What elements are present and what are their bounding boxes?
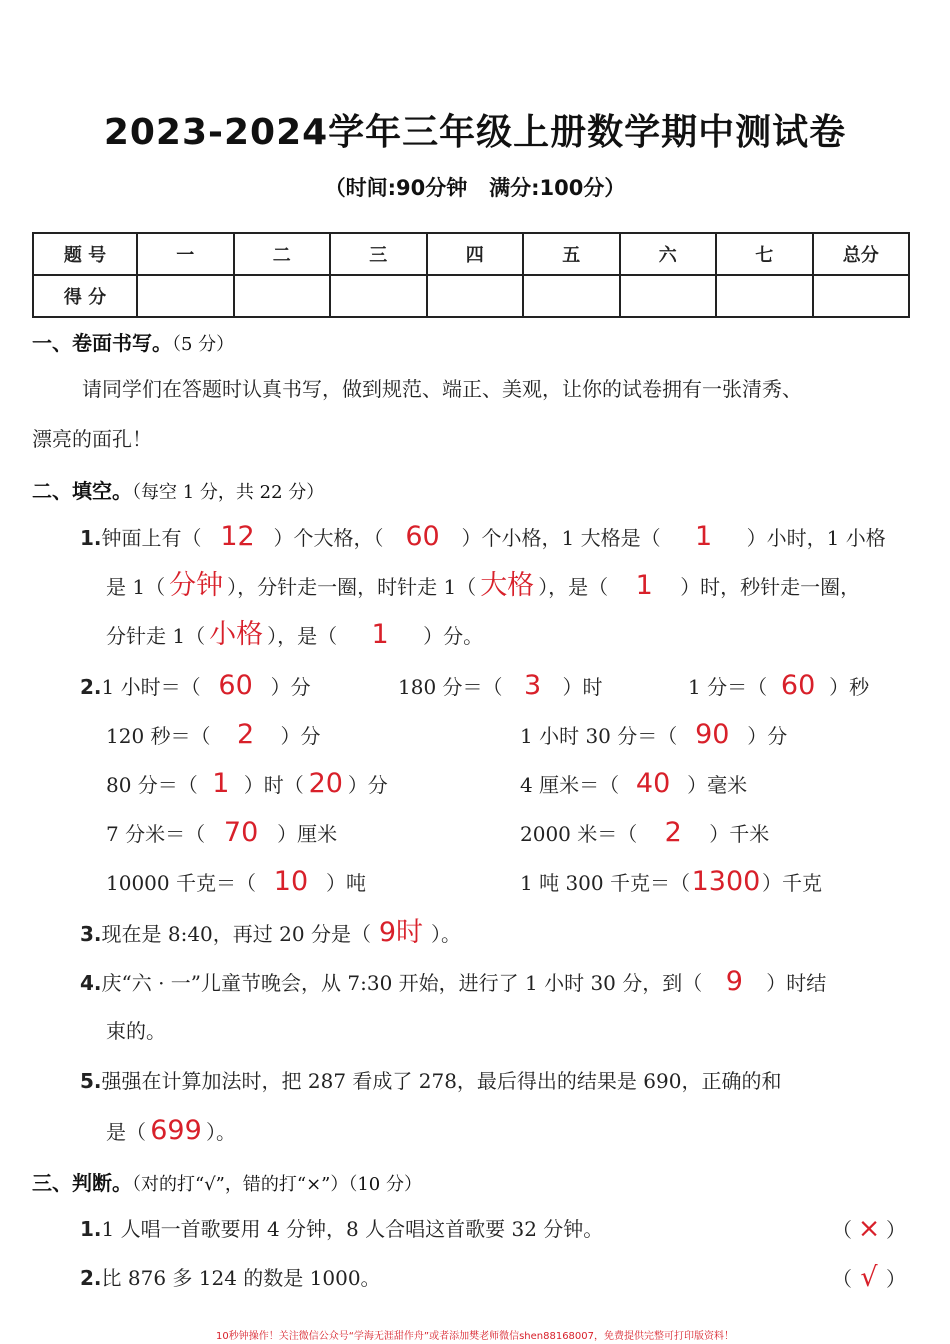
fill-q1-line-3 [106,620,483,651]
question-text: ），分针走一圈，时针走 1（ [227,575,477,599]
answer-q2-9[interactable]: 2 [664,817,682,848]
score-header-2: 二 [234,233,331,275]
judge-q1 [80,1214,603,1244]
question-text: 是 1（ [106,575,166,599]
question-text: ）分 [347,773,388,797]
answer-q1-small-division-unit[interactable]: 分钟 [169,570,224,601]
fill-q2-item-6 [106,769,388,800]
section-3-points: （对的打“√”，错的打“×”）（10 分） [132,1174,422,1195]
question-text: 强强在计算加法时，把 287 看成了 278，最后得出的结果是 690，正确的和 [101,1069,782,1093]
question-text: 2000 米＝（ [520,822,638,846]
question-text: 1 吨 300 千克＝（ [520,871,690,895]
answer-q2-1[interactable]: 60 [218,670,253,701]
question-text: ）分 [270,675,311,699]
answer-q4[interactable]: 9 [725,966,743,997]
question-text: ）小时，1 小格 [746,526,886,550]
answer-q1-hour-hand-moves[interactable]: 大格 [480,570,535,601]
question-text: 1 分＝（ [688,675,768,699]
score-cell-2[interactable] [234,275,331,317]
question-text: 1 小时＝（ [101,675,201,699]
section-1-title: 一、卷面书写。 [32,331,172,355]
fill-q2-item-10 [106,867,366,898]
question-text: ），是（ [267,624,338,648]
question-text: 10000 千克＝（ [106,871,256,895]
fill-q4-line-1 [80,967,826,998]
answer-q2-6-hours[interactable]: 1 [212,768,230,799]
judge-q1-answer-box [832,1214,906,1245]
answer-q2-4[interactable]: 2 [236,719,255,750]
question-text: 80 分＝（ [106,773,198,797]
question-text: 4 厘米＝（ [520,773,620,797]
question-text: ）时（ [243,773,304,797]
fill-q2-item-9 [520,818,769,849]
paren-left: （ [832,1267,852,1291]
judge-q2-answer-box [832,1263,906,1294]
question-number: 4. [80,971,102,995]
question-number: 3. [80,922,102,946]
answer-q1-big-division-hours[interactable]: 1 [695,521,713,552]
question-text: ）分 [280,724,321,748]
question-number: 2. [80,675,102,699]
section-2-title: 二、填空。 [32,479,132,503]
section-3-heading [32,1167,422,1196]
section-2-points: （每空 1 分，共 22 分） [132,482,325,503]
question-text: ）千克 [761,871,822,895]
question-text: 120 秒＝（ [106,724,211,748]
score-table-header-row [33,233,909,275]
question-number: 2. [80,1266,102,1290]
question-text: ）千米 [709,822,770,846]
score-table-score-row [33,275,909,317]
question-text: ）。 [206,1120,236,1144]
fill-q1-line-2 [106,571,860,602]
question-text: ）秒 [829,675,870,699]
answer-q2-5[interactable]: 90 [695,719,730,750]
score-cell-7[interactable] [716,275,813,317]
question-text: 1 小时 30 分＝（ [520,724,678,748]
score-header-7: 七 [716,233,813,275]
score-cell-1[interactable] [137,275,234,317]
question-text: ）。 [430,922,461,946]
question-text: ）毫米 [687,773,748,797]
fill-q2-item-2 [398,671,603,702]
paren-left: （ [832,1218,852,1242]
fill-q5-line-2 [106,1116,236,1147]
question-number: 1. [80,1217,102,1241]
question-text: 180 分＝（ [398,675,503,699]
score-row-label: 得 分 [33,275,137,317]
fill-q2-item-11 [520,867,822,898]
section-3-title: 三、判断。 [32,1171,132,1195]
question-text: ）时，秒针走一圈， [680,575,861,599]
score-cell-6[interactable] [620,275,717,317]
answer-q2-10[interactable]: 10 [273,866,309,897]
score-cell-total[interactable] [813,275,910,317]
page-subtitle: （时间:90分钟 满分:100分） [324,176,626,200]
answer-q1-minutes[interactable]: 1 [371,619,389,650]
score-cell-3[interactable] [330,275,427,317]
section-2-heading [32,475,324,504]
paren-right: ） [886,1267,906,1291]
score-header-total: 总分 [813,233,910,275]
question-text: ）吨 [325,871,366,895]
section-1-points: （5 分） [172,334,235,355]
question-text: 1 人唱一首歌要用 4 分钟，8 人合唱这首歌要 32 分钟。 [101,1217,604,1241]
score-header-label: 题 号 [33,233,137,275]
question-text: ）分。 [423,624,484,648]
answer-q2-2[interactable]: 3 [523,670,542,701]
question-text: ）时 [562,675,603,699]
question-number: 5. [80,1069,102,1093]
score-header-6: 六 [620,233,717,275]
answer-q1-small-divisions[interactable]: 60 [405,521,440,552]
answer-q2-8[interactable]: 70 [223,817,259,848]
section-1-text-line-1: 请同学们在答题时认真书写，做到规范、端正、美观，让你的试卷拥有一张清秀、 [82,377,802,401]
answer-q1-hours[interactable]: 1 [635,570,653,601]
fill-q5-line-1 [80,1066,781,1096]
answer-q5[interactable]: 699 [150,1115,202,1146]
score-header-3: 三 [330,233,427,275]
paren-right: ） [886,1218,906,1242]
fill-q2-item-4 [106,720,321,751]
question-text: 现在是 8:40，再过 20 分是（ [101,922,371,946]
question-text: 比 876 多 124 的数是 1000。 [101,1266,381,1290]
judge-q1-mark[interactable]: × [857,1213,881,1244]
score-cell-4[interactable] [427,275,524,317]
question-text: ）分 [747,724,788,748]
question-text: ）个小格，1 大格是（ [461,526,661,550]
fill-q2-item-1 [80,671,311,702]
question-number: 1. [80,526,102,550]
score-header-5: 五 [523,233,620,275]
answer-q2-6-minutes[interactable]: 20 [308,768,343,799]
score-header-4: 四 [427,233,524,275]
page-title: 2023-2024学年三年级上册数学期中测试卷 [103,112,847,153]
fill-q1-line-1 [80,522,886,553]
fill-q2-item-3 [688,671,869,702]
section-1-text-line-2: 漂亮的面孔！ [32,427,152,451]
answer-q1-big-divisions[interactable]: 12 [220,521,255,552]
fill-q2-item-5 [520,720,787,751]
question-text: 是（ [106,1120,146,1144]
question-text: ）厘米 [277,822,338,846]
answer-q2-7[interactable]: 40 [635,768,671,799]
answer-q1-minute-hand-moves[interactable]: 小格 [209,619,264,650]
judge-q2 [80,1263,381,1293]
judge-q2-mark[interactable]: √ [860,1262,878,1293]
footer-note: 10秒钟操作！关注微信公众号“学海无涯甜作舟”或者添加樊老师微信shen88168007，免费提供完整可打印版资料！ [215,1331,735,1342]
question-text: 庆“六 · 一”儿童节晚会，从 7:30 开始，进行了 1 小时 30 分，到（ [101,971,703,995]
question-text: ），是（ [538,575,609,599]
answer-q3[interactable]: 9时 [378,917,424,948]
answer-q2-11[interactable]: 1300 [691,866,761,897]
fill-q2-item-7 [520,769,747,800]
score-header-1: 一 [137,233,234,275]
fill-q4-line-2: 束的。 [106,1019,166,1043]
score-cell-5[interactable] [523,275,620,317]
answer-q2-3[interactable]: 60 [780,670,816,701]
fill-q2-item-8 [106,818,337,849]
fill-q3 [80,918,461,949]
question-text: 分针走 1（ [106,624,206,648]
score-table [32,232,910,318]
question-text: ）时结 [766,971,827,995]
question-text: 7 分米＝（ [106,822,206,846]
section-1-heading [32,327,234,356]
question-text: ）个大格，（ [273,526,384,550]
question-text: 钟面上有（ [101,526,202,550]
